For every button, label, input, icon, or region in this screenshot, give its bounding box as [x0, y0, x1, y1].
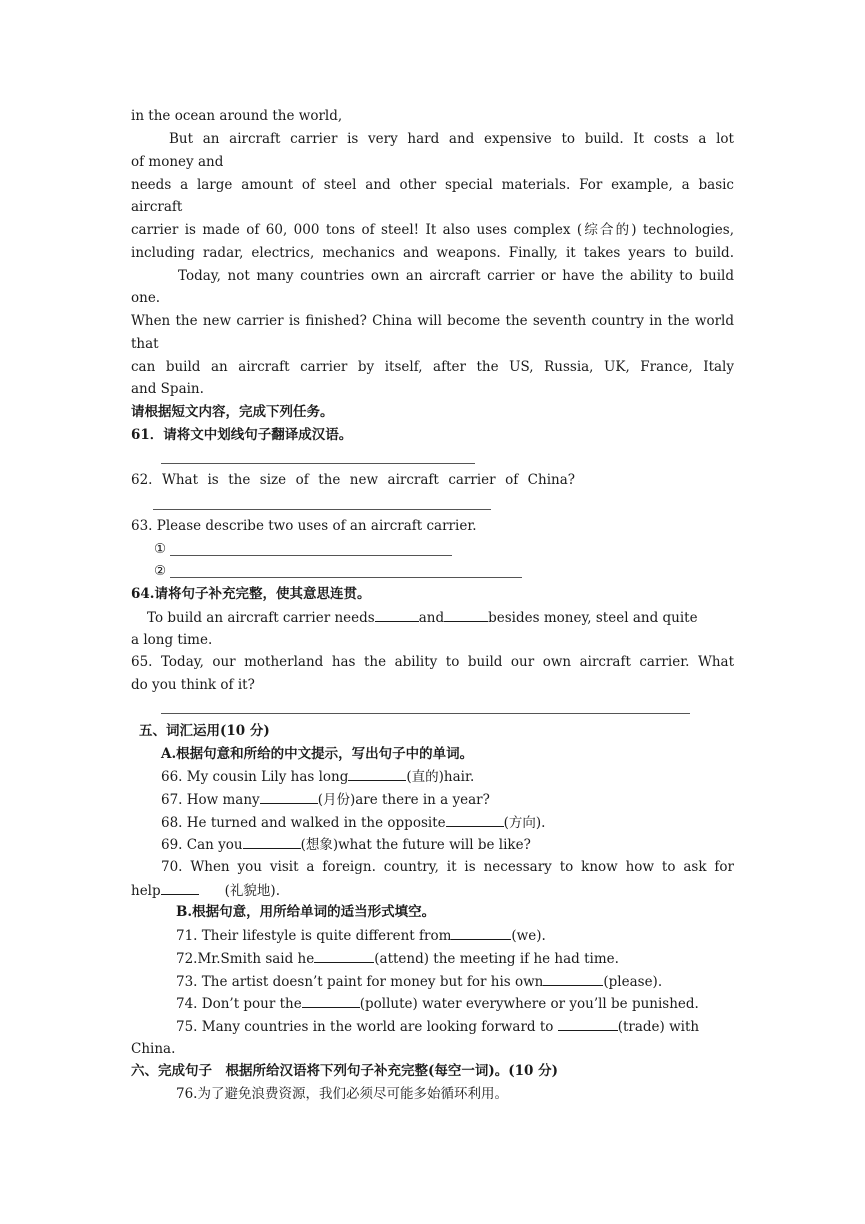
- question-64: 64.请将句子补充完整，使其意思连贯。: [131, 586, 371, 602]
- sentence-text: (月份)are there in a year?: [317, 792, 490, 808]
- question-71: [176, 926, 779, 945]
- answer-line-63-2[interactable]: [170, 577, 522, 578]
- fill-blank[interactable]: [243, 835, 301, 849]
- sentence-text: (礼貌地).: [224, 883, 280, 899]
- question-72: [176, 949, 779, 968]
- sentence-text: (想象)what the future will be like?: [300, 837, 531, 853]
- section-5-title: 五、词汇运用(10 分): [139, 723, 270, 739]
- fill-blank[interactable]: [260, 790, 318, 804]
- question-64-continued: a long time.: [131, 632, 213, 648]
- question-68: [161, 813, 764, 832]
- passage-line: When the new carrier is finished? China will become the seventh country in the world: [131, 313, 734, 329]
- passage-line: But an aircraft carrier is very hard and expensive to build. It costs a lot: [169, 131, 734, 147]
- sentence-text: 73. The artist doesn’t paint for money but for his own: [176, 974, 544, 990]
- passage-line: Today, not many countries own an aircraft carrier or have the ability to build: [178, 268, 734, 284]
- question-75: [176, 1017, 779, 1036]
- fill-blank[interactable]: [543, 972, 603, 986]
- question-62: 62. What is the size of the new aircraft carrier of China?: [131, 472, 575, 488]
- fill-blank[interactable]: [444, 608, 488, 622]
- sentence-text: 67. How many: [161, 792, 260, 808]
- section-5-part-b: B.根据句意，用所给单词的适当形式填空。: [176, 904, 436, 920]
- question-69: [161, 835, 764, 854]
- question-73: [176, 972, 779, 991]
- sentence-text: besides money, steel and quite: [488, 610, 698, 626]
- section-6-title: 六、完成句子 根据所给汉语将下列句子补充完整(每空一词)。(10 分): [131, 1063, 559, 1079]
- question-70: 70. When you visit a foreign. country, it is necessary to know how to ask for: [161, 859, 734, 875]
- sentence-text: 71. Their lifestyle is quite different from: [176, 928, 452, 944]
- sentence-text: (please).: [603, 974, 663, 990]
- answer-marker-2: ②: [154, 563, 167, 579]
- sentence-text: 75. Many countries in the world are looking forward to: [176, 1019, 554, 1035]
- question-61: 61．请将文中划线句子翻译成汉语。: [131, 427, 353, 443]
- fill-blank[interactable]: [348, 767, 406, 781]
- fill-blank[interactable]: [375, 608, 419, 622]
- sentence-text: and: [418, 610, 445, 626]
- question-74: [176, 994, 779, 1013]
- sentence-text: 66. My cousin Lily has long: [161, 769, 349, 785]
- question-64-sentence: [147, 608, 734, 627]
- answer-line-61[interactable]: [161, 463, 475, 464]
- fill-blank[interactable]: [161, 881, 199, 895]
- passage-line: carrier is made of 60, 000 tons of steel! It also uses complex (综合的) technologies,: [131, 222, 734, 238]
- question-75-continued: China.: [131, 1041, 176, 1057]
- answer-line-63-1[interactable]: [170, 555, 452, 556]
- question-65-continued: do you think of it?: [131, 677, 255, 693]
- sentence-text: (直的)hair.: [406, 769, 475, 785]
- sentence-text: (pollute) water everywhere or you’ll be punished.: [359, 996, 699, 1012]
- sentence-text: (we).: [511, 928, 546, 944]
- fill-blank[interactable]: [451, 926, 511, 940]
- passage-line: of money and: [131, 154, 224, 170]
- passage-line: and Spain.: [131, 381, 204, 397]
- passage-line: in the ocean around the world,: [131, 108, 343, 124]
- question-76: 76.为了避免浪费资源，我们必须尽可能多始循环利用。: [176, 1086, 508, 1102]
- passage-line: including radar, electrics, mechanics and weapons. Finally, it takes years to build.: [131, 245, 734, 261]
- sentence-text: To build an aircraft carrier needs: [147, 610, 375, 626]
- sentence-text: 69. Can you: [161, 837, 243, 853]
- section-5-part-a: A.根据句意和所给的中文提示，写出句子中的单词。: [161, 746, 474, 762]
- sentence-text: (attend) the meeting if he had time.: [374, 951, 619, 967]
- sentence-text: help: [131, 883, 161, 899]
- sentence-text: 74. Don’t pour the: [176, 996, 302, 1012]
- question-63: 63. Please describe two uses of an aircraft carrier.: [131, 518, 477, 534]
- sentence-text: 72.Mr.Smith said he: [176, 951, 315, 967]
- fill-blank[interactable]: [558, 1017, 618, 1031]
- task-instruction: 请根据短文内容，完成下列任务。: [131, 404, 334, 420]
- answer-line-65[interactable]: [161, 713, 690, 714]
- question-70-continued: [131, 881, 734, 900]
- fill-blank[interactable]: [302, 994, 360, 1008]
- question-65: 65. Today, our motherland has the ability to build our own aircraft carrier. What: [131, 654, 734, 670]
- sentence-text: (方向).: [503, 815, 546, 831]
- sentence-text: 68. He turned and walked in the opposite: [161, 815, 446, 831]
- sentence-text: (trade) with: [617, 1019, 700, 1035]
- fill-blank[interactable]: [446, 813, 504, 827]
- question-67: [161, 790, 764, 809]
- question-66: [161, 767, 764, 786]
- passage-line: aircraft: [131, 199, 183, 215]
- passage-line: one.: [131, 290, 161, 306]
- passage-line: that: [131, 336, 159, 352]
- passage-line: can build an aircraft carrier by itself, after the US, Russia, UK, France, Italy: [131, 359, 734, 375]
- answer-line-62[interactable]: [153, 509, 491, 510]
- passage-line: needs a large amount of steel and other special materials. For example, a basic: [131, 177, 734, 193]
- answer-marker-1: ①: [154, 541, 167, 557]
- fill-blank[interactable]: [314, 949, 374, 963]
